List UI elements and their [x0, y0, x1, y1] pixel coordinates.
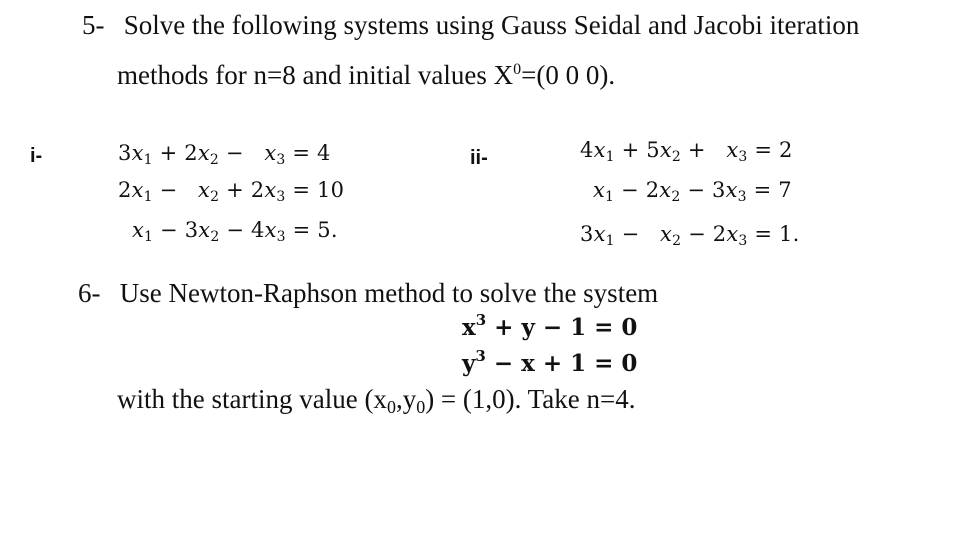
eq-rest: − x + 1 = 0	[485, 350, 638, 377]
system-ii-equation-1	[580, 138, 793, 165]
coef: 3	[580, 222, 594, 246]
var: x	[725, 178, 738, 202]
term: −	[621, 222, 647, 246]
eq-exponent: 3	[475, 347, 486, 365]
problem-5-number: 5-	[82, 10, 105, 40]
rhs: = 10	[292, 178, 345, 202]
sub: 2	[672, 233, 682, 249]
problem-5-line-2	[117, 60, 615, 91]
term: − 2	[688, 222, 727, 246]
term: + 2	[159, 141, 198, 165]
var: x	[264, 178, 277, 202]
var: x	[264, 141, 277, 165]
var: x	[198, 178, 211, 202]
coef: 4	[580, 138, 594, 162]
problem-5-text: Solve the following systems using Gauss Seidal and Jacobi iteration	[123, 10, 860, 40]
sub: 1	[605, 233, 615, 249]
sub: 3	[276, 152, 286, 168]
system-i-equation-1	[118, 141, 331, 168]
var: x	[593, 138, 606, 162]
system-i-equation-2	[118, 178, 345, 205]
term: − 3	[687, 178, 726, 202]
sub: 3	[737, 189, 747, 205]
problem-5-text-2: methods for n=8 and initial values X	[117, 60, 514, 90]
term: + 2	[226, 178, 265, 202]
sub: 1	[143, 152, 153, 168]
starting-value-text: ) = (1,0). Take n=4.	[425, 384, 636, 414]
term: −	[225, 141, 251, 165]
problem-5-line-1	[82, 10, 859, 41]
rhs: = 5.	[292, 218, 338, 242]
problem-6-number: 6-	[78, 278, 101, 308]
rhs: = 4	[292, 141, 331, 165]
term: + 5	[621, 138, 660, 162]
term: − 2	[621, 178, 660, 202]
sub: 1	[605, 149, 615, 165]
system-i-label: i-	[30, 145, 43, 167]
term: −	[159, 178, 185, 202]
var: x	[264, 218, 277, 242]
var: x	[726, 138, 739, 162]
rhs: = 7	[753, 178, 792, 202]
problem-6-text: Use Newton-Raphson method to solve the system	[119, 278, 659, 308]
term: − 3	[160, 218, 199, 242]
initial-values: =(0 0 0).	[521, 60, 616, 90]
system-ii-label: ii-	[470, 147, 488, 169]
coef: 3	[118, 141, 132, 165]
system-ii-equation-3	[580, 222, 800, 249]
newton-equation-2	[462, 347, 638, 377]
sub: 2	[210, 189, 220, 205]
problem-6-line-1	[78, 278, 658, 309]
eq-rest: + y − 1 = 0	[486, 314, 638, 341]
sub: 2	[671, 149, 681, 165]
coef: 2	[118, 178, 132, 202]
rhs: = 2	[754, 138, 793, 162]
sub: 3	[276, 229, 286, 245]
starting-value-text: ,y	[395, 384, 417, 414]
var: x	[659, 178, 672, 202]
var: x	[198, 218, 211, 242]
var: x	[131, 178, 144, 202]
system-i-equation-3	[132, 218, 338, 245]
sub: 2	[210, 229, 220, 245]
newton-equation-1	[462, 311, 638, 341]
sub: 3	[738, 233, 748, 249]
term: +	[687, 138, 713, 162]
system-ii-equation-2	[593, 178, 792, 205]
eq-base: y	[462, 350, 476, 377]
eq-base: x	[462, 314, 476, 341]
sub-zero: 0	[386, 397, 396, 417]
var: x	[726, 222, 739, 246]
sub: 3	[276, 189, 286, 205]
sub: 2	[209, 152, 219, 168]
var: x	[659, 138, 672, 162]
term: − 4	[226, 218, 265, 242]
var: x	[593, 178, 606, 202]
var: x	[132, 218, 145, 242]
sub: 1	[143, 189, 153, 205]
sub-zero: 0	[416, 397, 426, 417]
var: x	[197, 141, 210, 165]
sub: 3	[738, 149, 748, 165]
eq-exponent: 3	[475, 311, 487, 329]
var: x	[593, 222, 606, 246]
problem-6-line-3	[117, 384, 635, 415]
var: x	[660, 222, 673, 246]
sub: 1	[605, 189, 615, 205]
sub: 2	[671, 189, 681, 205]
superscript-zero: 0	[513, 61, 522, 78]
sub: 1	[144, 229, 154, 245]
rhs: = 1.	[754, 222, 800, 246]
starting-value-text: with the starting value (x	[117, 384, 387, 414]
var: x	[131, 141, 144, 165]
